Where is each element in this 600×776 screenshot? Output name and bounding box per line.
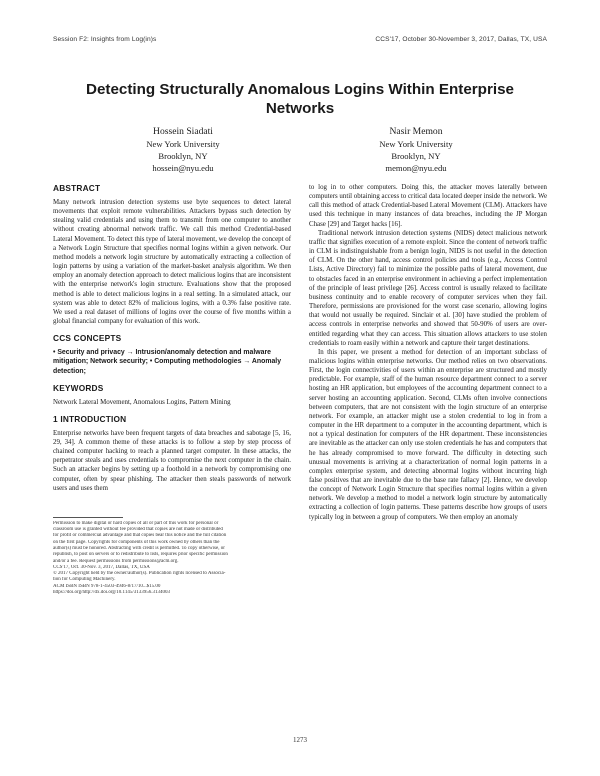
author-email: memon@nyu.edu	[385, 163, 447, 173]
footnote-line: on the first page. Copyrights for components of this work owned by others than the	[53, 539, 220, 545]
copyright-footnote	[53, 521, 291, 597]
page-number: 1273	[293, 736, 307, 744]
body-paragraph: In this paper, we present a method for detection of an important subclass of malicious logins within enterprise networks. Our method relies on two observations. First, the login connectivities of users within an enterprise are structured and mostly predictable. For example, staff of the human resource department connect to a server hosting an HR application, but employees of the accounting department connect to a server hosting an accounting application. Second, CLMs often involve connections between computers, that are not consistent with the login structure of an enterprise network. For example, an attacker might use a stolen credential to log in from a computer in the HR department to a computer in the accounting department, which is not a typical destination for computers of the HR department. These inconsistencies are inevitable as the attacker can only use stolen credentials he has and computers that he has already compromised to move forward. The difficulty in detecting such unusual movements is arriving at a characterization of normal login patterns in a complex enterprise system, and detecting abnormal logins without incurring high false positives that are inevitable due to the base rate fallacy [2]. Hence, we develop the concept of Network Login Structure that specifies normal logins within a given network. We develop a method to model a network login structure by automatically extracting a collection of login patterns. These patterns describe how groups of users typically log in between a group of computers. We then employ an anomaly	[309, 348, 547, 521]
running-header-left: Session F2: Insights from Log(in)s	[53, 36, 157, 43]
ccs-heading: CCS CONCEPTS	[53, 333, 122, 344]
footnote-line: classroom use is granted without fee provided that copies are not made or distributed	[53, 527, 223, 533]
footnote-line: republish, to post on servers or to redistribute to lists, requires prior specific permission	[53, 552, 228, 558]
introduction-text: Enterprise networks have been frequent targets of data breaches and sabotage [5, 16, 29, 34]. A common theme of these attacks is to follow a step by step process of chained computer hacking to reach a planned target computer. In these attacks, the perpetrator steals and uses credentials to compromise the next computer in the chain. Such an attacker begins by setting up a foothold in a network by compromising one computer, often by spear phishing. The attacker then steals passwords of network users and uses them	[53, 429, 291, 492]
footnote-line: ACM ISBN ISBN 978-1-4503-4946-8/17/10...$15.00	[53, 583, 161, 589]
author-block	[83, 125, 283, 174]
right-column	[309, 183, 547, 522]
footnote-line: https://doi.org/http://dx.doi.org/10.1145/3133956.3134003	[53, 590, 170, 596]
introduction-heading: 1 INTRODUCTION	[53, 413, 127, 424]
keywords-heading: KEYWORDS	[53, 382, 104, 393]
author-block	[316, 125, 516, 174]
author-affiliation: New York University	[146, 139, 220, 149]
author-location: Brooklyn, NY	[158, 151, 208, 161]
body-paragraph: to log in to other computers. Doing this, the attacker moves laterally between computers until obtaining access to critical data located deeper inside the network. We call this method of attack Credential-based Lateral Movement (CLM). Attackers have used this technique in many instances of data breaches, including the JP Morgan Chase [29] and Target hacks [16].	[309, 184, 547, 228]
footnote-line: © 2017 Copyright held by the owner/author(s). Publication rights licensed to Associa-	[53, 571, 226, 577]
author-email: hossein@nyu.edu	[152, 163, 214, 173]
author-affiliation: New York University	[379, 139, 453, 149]
running-header-right: CCS'17, October 30-November 3, 2017, Dallas, TX, USA	[375, 36, 547, 43]
abstract-heading: ABSTRACT	[53, 183, 101, 193]
ccs-concepts-text: • Security and privacy → Intrusion/anomaly detection and malware mitigation; Network security; • Computing methodologies → Anomaly detection;	[53, 349, 282, 375]
keywords-text: Network Lateral Movement, Anomalous Logins, Pattern Mining	[53, 398, 231, 406]
footnote-line: author(s) must be honored. Abstracting with credit is permitted. To copy otherwise, or	[53, 546, 225, 551]
footnote-line: tion for Computing Machinery.	[53, 577, 116, 583]
author-name: Nasir Memon	[389, 126, 443, 137]
abstract-text: Many network intrusion detection systems use byte sequences to detect lateral movements that exploit remote vulnerabilities. Attackers bypass such detection by stealing valid credentials and using them to transmit from one computer to another without creating abnormal network traffic. We call this method Credential-based Lateral Movement. To detect this type of lateral movement, we develop the concept of a Network Login Structure that specifies normal logins within a given network. Our method models a network login structure by automatically extracting a collection of login patterns by using a variation of the market-basket analysis algorithm. We then employ an anomaly detection approach to detect malicious logins that are inconsistent with the enterprise network's login structure. Evaluations show that the proposed method is able to detect malicious logins in a real setting. In a simulated attack, our system was able to detect 82% of malicious logins, with a 0.3% false positive rate. We used a real dataset of millions of logins over the course of five months within a global financial company for evaluation of this work.	[53, 199, 291, 326]
paper-title: Detecting Structurally Anomalous Logins Within Enterprise Networks	[86, 81, 514, 117]
author-location: Brooklyn, NY	[391, 151, 441, 161]
footnote-separator	[53, 517, 123, 518]
footnote-line: Permission to make digital or hard copies of all or part of this work for personal or	[53, 520, 219, 526]
body-paragraph: Traditional network intrusion detection systems (NIDS) detect malicious network traffic that signifies execution of a remote exploit. Since the content of network traffic in CLM is indistinguishable from a benign login, NIDS is not useful in the detection of CLM. On the other hand, access control policies and tools (e.g., Access Control Lists, Active Directory) fail to minimize the possible paths of lateral movement, due to obstacles faced in an enterprise environment in achieving a perfect implementation of the principle of least privilege [26]. Access control is usually relaxed to facilitate business continuity and to enable recovery of computer services when they fail. Therefore, permissions are provisioned for the worst case scenario, allowing logins that would not usually be required. Sinclair et al. [30] have studied the problem of access controls in enterprise networks and showed that 50-90% of users are over-entitled regarding what they can access. This situation allows attackers to use stolen credentials to roam easily within a network and capture their target destinations.	[309, 229, 547, 347]
footnote-line: and/or a fee. Request permissions from permissions@acm.org.	[53, 558, 179, 564]
left-column	[53, 183, 291, 596]
footnote-line: for profit or commercial advantage and that copies bear this notice and the full citation	[53, 533, 227, 539]
author-name: Hossein Siadati	[153, 126, 213, 137]
footnote-line: CCS'17, Oct. 30-Nov. 3, 2017, Dallas, TX, USA	[53, 564, 150, 570]
